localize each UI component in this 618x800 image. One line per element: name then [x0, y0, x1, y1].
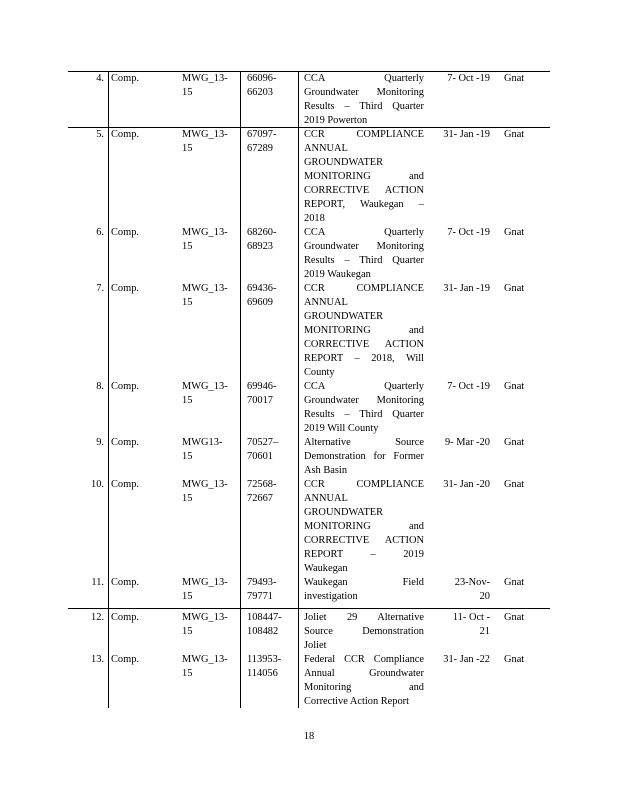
bates-prefix-line: MWG_13- [182, 227, 228, 238]
exhibit-description-line: Joliet [304, 640, 327, 651]
exhibit-description-line: MONITORING and [304, 171, 424, 182]
bates-prefix-line: 15 [182, 395, 193, 406]
bates-prefix-line: MWG_13- [182, 283, 228, 294]
row-separator-rule [68, 608, 550, 609]
exhibit-description-line: County [304, 367, 335, 378]
exhibit-type: Comp. [111, 129, 140, 140]
bates-range [247, 128, 276, 156]
exhibit-date-line: 7- Oct -19 [447, 73, 490, 84]
row-number: 13. [91, 654, 104, 665]
exhibit-type: Comp. [111, 283, 140, 294]
exhibit-description-line: GROUNDWATER [304, 311, 384, 322]
row-number: 4. [96, 73, 104, 84]
row-number: 8. [96, 381, 104, 392]
exhibit-type: Comp. [111, 479, 140, 490]
exhibit-description-line: CORRECTIVE ACTION [304, 339, 424, 350]
exhibit-description-line: Monitoring and [304, 682, 424, 693]
exhibit-date [420, 576, 490, 604]
exhibit-date-line: 31- Jan -22 [443, 654, 490, 665]
bates-range-line: 108447- [247, 612, 282, 623]
bates-prefix [182, 436, 222, 464]
bates-prefix [182, 611, 228, 639]
exhibit-description-line: Groundwater Monitoring [304, 395, 424, 406]
exhibit-description-line: ANNUAL [304, 143, 348, 154]
exhibit-author: Gnat [504, 381, 525, 392]
bates-prefix-line: 15 [182, 143, 193, 154]
exhibit-description-line: CCR COMPLIANCE [304, 479, 424, 490]
bates-range-line: 70601 [247, 451, 273, 462]
exhibit-description [304, 611, 424, 653]
exhibit-author: Gnat [504, 612, 525, 623]
bates-prefix [182, 226, 228, 254]
bates-prefix [182, 282, 228, 310]
row-number: 6. [96, 227, 104, 238]
exhibit-description [304, 478, 424, 576]
bates-prefix-line: 15 [182, 451, 193, 462]
page-number: 18 [303, 731, 315, 742]
exhibit-description-line: MONITORING and [304, 325, 424, 336]
bates-prefix-line: MWG13- [182, 437, 223, 448]
exhibit-description [304, 72, 424, 128]
exhibit-description [304, 128, 424, 226]
bates-range [247, 380, 276, 408]
exhibit-description-line: Waukegan [304, 563, 348, 574]
bates-prefix-line: MWG_13- [182, 381, 228, 392]
exhibit-date [420, 128, 490, 142]
row-number: 12. [91, 612, 104, 623]
bates-prefix-line: 15 [182, 87, 193, 98]
exhibit-type: Comp. [111, 654, 140, 665]
exhibit-description-line: CORRECTIVE ACTION [304, 535, 424, 546]
exhibit-author: Gnat [504, 73, 525, 84]
row-number: 7. [96, 283, 104, 294]
exhibit-date-line: 11- Oct - [452, 612, 490, 623]
row-number: 11. [91, 577, 104, 588]
bates-prefix [182, 576, 228, 604]
bates-range-line: 66096- [247, 73, 277, 84]
exhibit-description-line: Groundwater Monitoring [304, 87, 424, 98]
bates-prefix [182, 653, 228, 681]
exhibit-date-line: 23-Nov- [454, 577, 490, 588]
bates-prefix-line: 15 [182, 668, 193, 679]
exhibit-author: Gnat [504, 577, 525, 588]
exhibit-date-line: 31- Jan -20 [443, 479, 490, 490]
exhibit-type: Comp. [111, 227, 140, 238]
exhibit-description-line: Corrective Action Report [304, 696, 410, 707]
exhibit-author: Gnat [504, 479, 525, 490]
exhibit-description-line: ANNUAL [304, 297, 348, 308]
bates-range-line: 67097- [247, 129, 277, 140]
exhibit-description-line: CCA Quarterly [304, 227, 424, 238]
bates-range-line: 72568- [247, 479, 277, 490]
row-number: 5. [96, 129, 104, 140]
exhibit-description-line: 2019 Waukegan [304, 269, 371, 280]
bates-prefix [182, 380, 228, 408]
exhibit-description-line: CCA Quarterly [304, 73, 424, 84]
exhibit-description-line: Joliet 29 Alternative [304, 612, 424, 623]
exhibit-date [420, 653, 490, 667]
exhibit-description-line: Alternative Source [304, 437, 424, 448]
bates-prefix-line: 15 [182, 493, 193, 504]
bates-prefix-line: MWG_13- [182, 612, 228, 623]
bates-range-line: 67289 [247, 143, 273, 154]
exhibit-description-line: REPORT – 2018, Will [304, 353, 424, 364]
column-rule [108, 71, 109, 708]
bates-prefix [182, 128, 228, 156]
column-rule [240, 71, 241, 708]
row-number: 10. [91, 479, 104, 490]
exhibit-description-line: Federal CCR Compliance [304, 654, 424, 665]
exhibit-date [420, 436, 490, 450]
exhibit-date-line: 21 [479, 626, 490, 637]
exhibit-description-line: Source Demonstration [304, 626, 424, 637]
bates-range [247, 436, 278, 464]
bates-prefix [182, 478, 228, 506]
bates-range [247, 282, 276, 310]
bates-range [247, 478, 276, 506]
bates-range-line: 69946- [247, 381, 277, 392]
bates-range [247, 72, 276, 100]
row-number: 9. [96, 437, 104, 448]
exhibit-description-line: Results – Third Quarter [304, 255, 424, 266]
exhibit-description [304, 282, 424, 380]
exhibit-author: Gnat [504, 227, 525, 238]
exhibit-description-line: Demonstration for Former [304, 451, 424, 462]
bates-range [247, 653, 281, 681]
exhibit-description [304, 380, 424, 436]
exhibit-author: Gnat [504, 283, 525, 294]
bates-range-line: 79493- [247, 577, 277, 588]
exhibit-date-line: 20 [479, 591, 490, 602]
exhibit-description-line: 2019 Will County [304, 423, 379, 434]
bates-range-line: 72667 [247, 493, 273, 504]
exhibit-date-line: 9- Mar -20 [444, 437, 490, 448]
exhibit-description-line: REPORT – 2019 [304, 549, 424, 560]
bates-range-line: 79771 [247, 591, 273, 602]
exhibit-date [420, 380, 490, 394]
exhibit-date-line: 7- Oct -19 [447, 227, 490, 238]
exhibit-type: Comp. [111, 577, 140, 588]
bates-range [247, 576, 276, 604]
exhibit-date-line: 31- Jan -19 [443, 129, 490, 140]
exhibit-description-line: Results – Third Quarter [304, 409, 424, 420]
exhibit-description-line: GROUNDWATER [304, 157, 384, 168]
bates-range-line: 113953- [247, 654, 282, 665]
bates-range-line: 66203 [247, 87, 273, 98]
exhibit-description-line: CCR COMPLIANCE [304, 129, 424, 140]
bates-prefix-line: MWG_13- [182, 129, 228, 140]
bates-prefix-line: MWG_13- [182, 73, 228, 84]
exhibit-description-line: CCR COMPLIANCE [304, 283, 424, 294]
exhibit-description-line: REPORT, Waukegan – [304, 199, 424, 210]
bates-range-line: 108482 [247, 626, 279, 637]
bates-range [247, 226, 276, 254]
bates-range-line: 114056 [247, 668, 278, 679]
exhibit-author: Gnat [504, 437, 525, 448]
exhibit-description-line: GROUNDWATER [304, 507, 384, 518]
exhibit-date [420, 226, 490, 240]
exhibit-description [304, 226, 424, 282]
exhibit-description-line: Groundwater Monitoring [304, 241, 424, 252]
bates-prefix-line: MWG_13- [182, 577, 228, 588]
bates-prefix-line: MWG_13- [182, 654, 228, 665]
exhibit-description [304, 576, 424, 604]
exhibit-description-line: Results – Third Quarter [304, 101, 424, 112]
exhibit-type: Comp. [111, 381, 140, 392]
exhibit-type: Comp. [111, 612, 140, 623]
bates-range-line: 69436- [247, 283, 277, 294]
exhibit-description-line: Waukegan Field [304, 577, 424, 588]
bates-prefix-line: 15 [182, 297, 193, 308]
bates-range-line: 70017 [247, 395, 273, 406]
bates-range-line: 68260- [247, 227, 277, 238]
exhibit-description [304, 653, 424, 709]
bates-range-line: 69609 [247, 297, 273, 308]
bates-range-line: 70527– [247, 437, 279, 448]
exhibit-description-line: Annual Groundwater [304, 668, 424, 679]
exhibit-date-line: 7- Oct -19 [447, 381, 490, 392]
exhibit-date [420, 611, 490, 639]
bates-range-line: 68923 [247, 241, 273, 252]
exhibit-description-line: CORRECTIVE ACTION [304, 185, 424, 196]
exhibit-description-line: 2018 [304, 213, 325, 224]
exhibit-description-line: investigation [304, 591, 358, 602]
exhibit-description-line: Ash Basin [304, 465, 348, 476]
exhibit-date [420, 72, 490, 86]
exhibit-description-line: MONITORING and [304, 521, 424, 532]
bates-prefix-line: MWG_13- [182, 479, 228, 490]
exhibit-date [420, 282, 490, 296]
exhibit-type: Comp. [111, 73, 140, 84]
exhibit-author: Gnat [504, 129, 525, 140]
bates-range [247, 611, 282, 639]
exhibit-description-line: CCA Quarterly [304, 381, 424, 392]
exhibit-date-line: 31- Jan -19 [443, 283, 490, 294]
bates-prefix [182, 72, 228, 100]
exhibit-description [304, 436, 424, 478]
bates-prefix-line: 15 [182, 626, 193, 637]
exhibit-date [420, 478, 490, 492]
exhibit-description-line: ANNUAL [304, 493, 348, 504]
exhibit-description-line: 2019 Powerton [304, 115, 368, 126]
bates-prefix-line: 15 [182, 591, 193, 602]
exhibit-author: Gnat [504, 654, 525, 665]
bates-prefix-line: 15 [182, 241, 193, 252]
exhibit-type: Comp. [111, 437, 140, 448]
column-rule [298, 71, 299, 708]
